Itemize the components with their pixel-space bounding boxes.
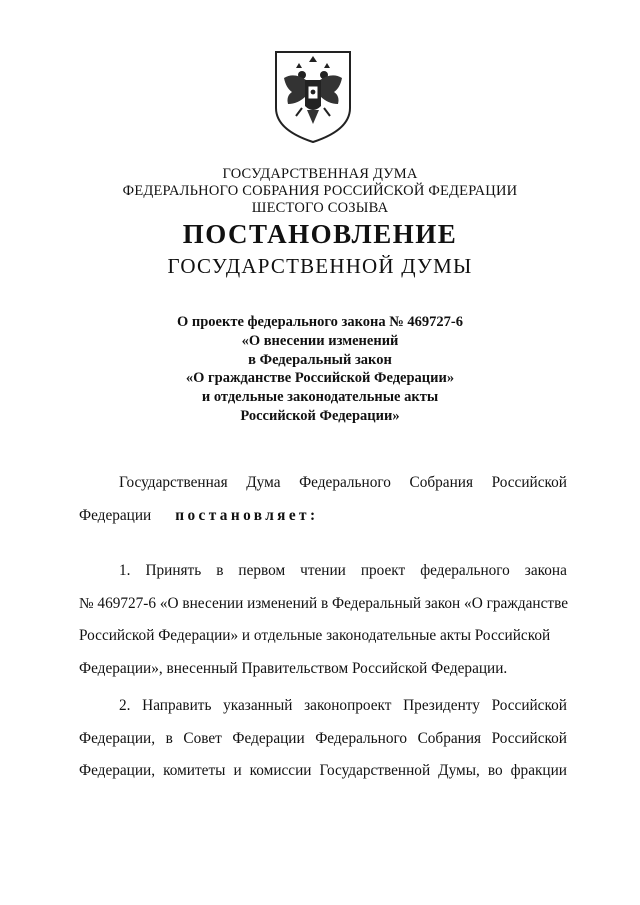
word: Российской — [491, 729, 567, 747]
paragraph-line — [79, 690, 567, 723]
subject-line: «О гражданстве Российской Федерации» — [185, 370, 455, 387]
word: и — [233, 762, 242, 779]
decree-word: постановляет: — [175, 506, 319, 524]
word: Направить — [142, 697, 212, 714]
org-line-3: ШЕСТОГО СОЗЫВА — [251, 200, 389, 216]
word: Президенту — [403, 697, 480, 714]
word: первом — [238, 562, 286, 579]
word: Федерального — [299, 474, 391, 491]
preamble-paragraph — [79, 467, 567, 532]
document-type-subtitle: ГОСУДАРСТВЕННОЙ ДУМЫ — [167, 254, 473, 278]
item-2-paragraph — [79, 690, 567, 788]
word: Федерации, — [79, 729, 156, 747]
word: законопроект — [304, 697, 392, 714]
word: Дума — [246, 474, 281, 491]
word: в — [165, 729, 173, 747]
word: федерального — [420, 562, 510, 579]
word: Федерации — [79, 506, 152, 524]
word: Российской — [491, 474, 567, 491]
subject-line: Российской Федерации» — [240, 407, 400, 424]
word: Федерации — [232, 729, 305, 747]
paragraph-line — [79, 723, 567, 756]
word: проект — [360, 562, 406, 579]
subject-line: «О внесении изменений — [241, 332, 399, 349]
word: Государственной — [319, 762, 431, 779]
coat-of-arms-icon — [272, 48, 354, 144]
word: Российской — [491, 697, 567, 714]
subject-block — [0, 313, 640, 426]
org-line-2: ФЕДЕРАЛЬНОГО СОБРАНИЯ РОССИЙСКОЙ ФЕДЕРАЦИИ — [122, 183, 518, 199]
word: чтении — [300, 562, 346, 579]
paragraph-line: Российской Федерации» и отдельные законодательные акты Российской — [79, 627, 551, 644]
word: 2. — [119, 697, 131, 714]
org-line-1: ГОСУДАРСТВЕННАЯ ДУМА — [222, 166, 418, 182]
paragraph-line: Федерации», внесенный Правительством Российской Федерации. — [79, 659, 508, 677]
word: Собрания — [409, 474, 473, 491]
word: в — [216, 562, 224, 579]
word: Государственная — [119, 474, 228, 491]
subject-line: О проекте федерального закона № 469727-6 — [176, 314, 464, 330]
subject-line: и отдельные законодательные акты — [201, 389, 439, 406]
word: 1. — [119, 562, 131, 579]
paragraph-line — [79, 500, 567, 533]
paragraph-line: № 469727-6 «О внесении изменений в Федеральный закон «О гражданстве — [79, 594, 569, 612]
document-type-title: ПОСТАНОВЛЕНИЕ — [182, 219, 458, 249]
word: комиссии — [249, 762, 312, 779]
word: Собрания — [417, 729, 482, 747]
word: во — [487, 762, 503, 779]
word: указанный — [223, 697, 293, 714]
word: Принять — [145, 562, 202, 579]
item-1-paragraph — [79, 555, 567, 685]
subject-line: в Федеральный закон — [248, 351, 392, 368]
word: закона — [524, 562, 567, 579]
paragraph-line — [79, 555, 567, 588]
word: Совет — [183, 729, 222, 747]
word: Федерального — [315, 729, 408, 747]
organization-header — [0, 166, 640, 217]
word: Федерации, — [79, 762, 156, 779]
paragraph-line — [79, 467, 567, 500]
word: фракции — [510, 762, 567, 779]
word: комитеты — [163, 762, 226, 779]
word: Думы, — [438, 762, 480, 779]
paragraph-line — [79, 755, 567, 788]
